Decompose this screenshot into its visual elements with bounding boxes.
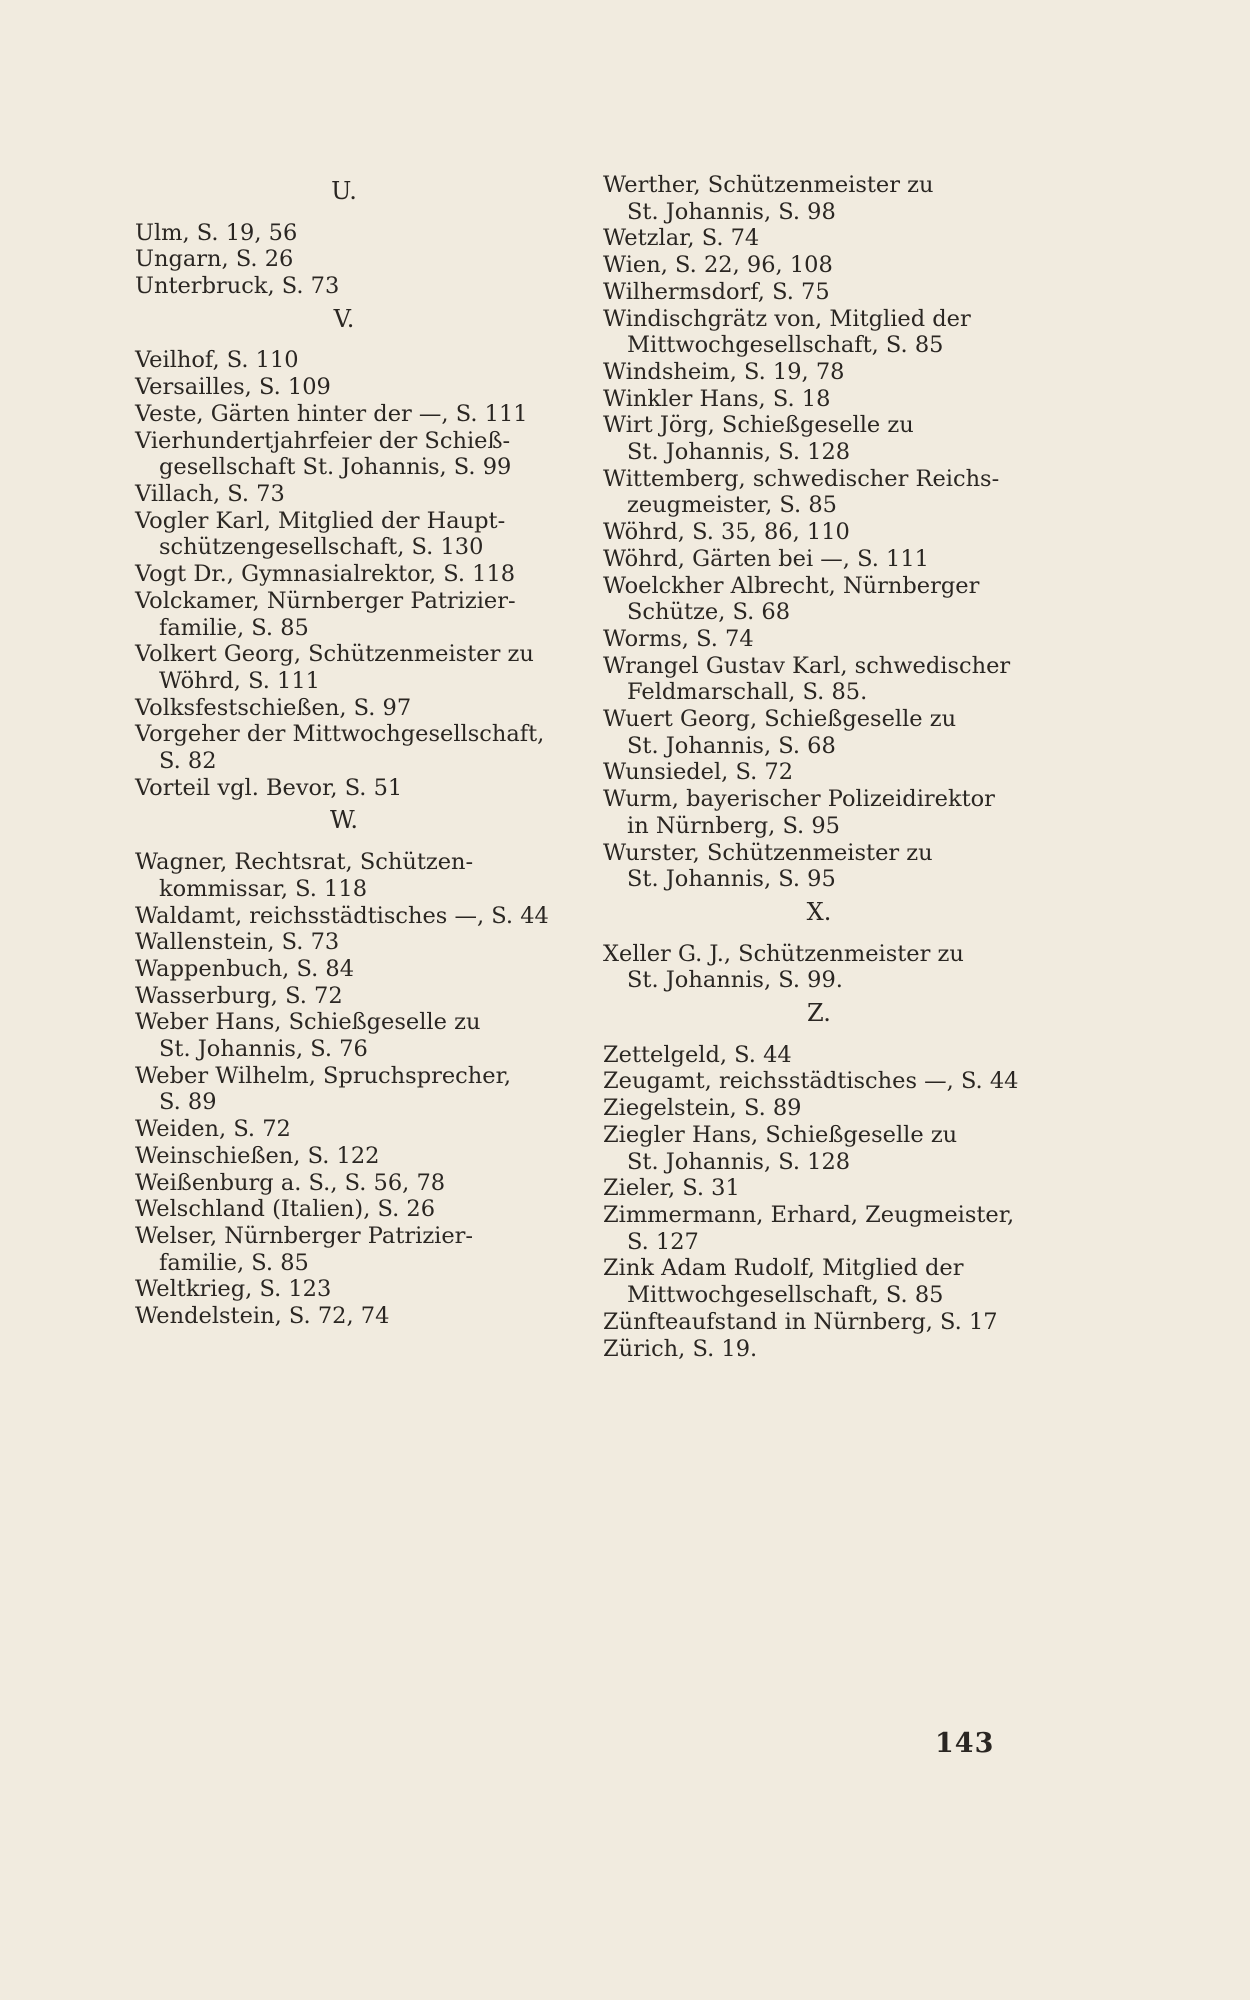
index-entry-continuation: zeugmeister, S. 85	[627, 492, 837, 519]
index-entry-text: Volkert Georg, Schützenmeister zu	[135, 641, 534, 668]
index-entry	[603, 252, 1035, 279]
index-entry	[135, 481, 553, 508]
index-entry-text: Zeugamt, reichsstädtisches —, S. 44	[603, 1068, 1019, 1095]
section-letter-heading: X.	[806, 897, 832, 926]
index-entry	[603, 706, 1035, 759]
index-entry-text: Wurm, bayerischer Polizeidirektor	[603, 786, 995, 813]
index-entry-continuation: kommissar, S. 118	[159, 875, 368, 902]
index-entry	[603, 546, 1035, 573]
index-entry-text: Vogt Dr., Gymnasialrektor, S. 118	[135, 561, 516, 588]
index-entry	[135, 1223, 553, 1276]
index-entry-text: Unterbruck, S. 73	[135, 273, 340, 300]
index-entry	[603, 1095, 1035, 1122]
index-entry	[135, 641, 553, 694]
index-entry-text: Werther, Schützenmeister zu	[603, 172, 934, 198]
index-entry	[135, 1009, 553, 1062]
index-entry	[135, 220, 553, 247]
index-entry-text: Welschland (Italien), S. 26	[135, 1196, 436, 1223]
index-entry-text: Wöhrd, S. 35, 86, 110	[603, 519, 850, 546]
index-entry-text: Weinschießen, S. 122	[135, 1142, 380, 1169]
index-column-right	[603, 172, 1035, 1362]
index-entry-text: Wetzlar, S. 74	[603, 225, 760, 252]
index-entry	[135, 1170, 553, 1197]
index-entry-text: Versailles, S. 109	[135, 374, 331, 401]
index-entry-continuation: St. Johannis, S. 128	[627, 1148, 851, 1175]
index-entry	[135, 428, 553, 481]
index-entry	[603, 1068, 1035, 1095]
index-entry-text: Zieler, S. 31	[603, 1175, 740, 1202]
index-entry-continuation: Mittwochgesellschaft, S. 85	[627, 332, 944, 359]
index-entry	[603, 573, 1035, 626]
index-entry-text: Wirt Jörg, Schießgeselle zu	[603, 412, 914, 439]
index-entry-text: Xeller G. J., Schützenmeister zu	[603, 940, 964, 967]
section-letter-heading: W.	[329, 806, 359, 835]
index-entry	[135, 508, 553, 561]
index-entry	[603, 840, 1035, 893]
index-entry	[135, 588, 553, 641]
index-entry-text: Weber Hans, Schießgeselle zu	[135, 1009, 481, 1036]
index-entry-text: Weltkrieg, S. 123	[135, 1276, 332, 1303]
index-entry-text: Wien, S. 22, 96, 108	[603, 252, 833, 279]
index-entry-text: Zimmermann, Erhard, Zeugmeister,	[603, 1201, 1015, 1228]
index-entry	[603, 306, 1035, 359]
index-entry	[603, 172, 1035, 225]
index-entry	[135, 983, 553, 1010]
index-entry	[603, 941, 1035, 994]
index-entry-continuation: St. Johannis, S. 95	[627, 866, 836, 893]
index-entry-text: Wunsiedel, S. 72	[603, 759, 794, 786]
index-entry	[135, 1196, 553, 1223]
index-entry-text: Zink Adam Rudolf, Mitglied der	[603, 1255, 964, 1282]
index-entry	[135, 849, 553, 902]
index-entry	[603, 466, 1035, 519]
index-entry	[135, 903, 553, 930]
index-entry-continuation: Wöhrd, S. 111	[159, 667, 320, 694]
index-entry-text: Wagner, Rechtsrat, Schützen-	[135, 849, 474, 876]
index-entry-text: Wasserburg, S. 72	[135, 982, 343, 1009]
index-entry-text: Vierhundertjahrfeier der Schieß-	[135, 427, 511, 454]
index-entry	[603, 225, 1035, 252]
index-entry-text: Wuert Georg, Schießgeselle zu	[603, 706, 957, 733]
index-entry-text: Ziegler Hans, Schießgeselle zu	[603, 1121, 958, 1148]
index-entry	[135, 721, 553, 774]
index-entry-continuation: St. Johannis, S. 76	[159, 1036, 368, 1063]
index-entry	[135, 561, 553, 588]
index-entry-text: Wrangel Gustav Karl, schwedischer	[603, 652, 1011, 679]
index-entry	[135, 929, 553, 956]
index-entry	[603, 1255, 1035, 1308]
index-entry-text: Veste, Gärten hinter der —, S. 111	[135, 400, 528, 427]
index-entry-text: Ungarn, S. 26	[135, 246, 294, 273]
index-entry	[603, 359, 1035, 386]
index-entry-text: Zettelgeld, S. 44	[603, 1041, 792, 1068]
page-number: 143	[935, 1728, 995, 1759]
index-entry-continuation: St. Johannis, S. 99.	[627, 967, 843, 994]
index-entry	[603, 386, 1035, 413]
index-entry-text: Wurster, Schützenmeister zu	[603, 839, 933, 866]
index-entry-continuation: gesellschaft St. Johannis, S. 99	[159, 454, 512, 481]
index-entry-text: Wallenstein, S. 73	[135, 929, 340, 956]
index-entry-text: Waldamt, reichsstädtisches —, S. 44	[135, 902, 549, 929]
index-entry-text: Vorgeher der Mittwochgesellschaft,	[135, 721, 545, 748]
index-entry-continuation: St. Johannis, S. 128	[627, 439, 851, 466]
index-entry	[603, 1122, 1035, 1175]
index-entry-text: Ziegelstein, S. 89	[603, 1095, 802, 1122]
index-column-left	[135, 172, 553, 1330]
section-letter-heading: Z.	[807, 999, 831, 1028]
index-entry-text: Windischgrätz von, Mitglied der	[603, 305, 971, 332]
index-entry-continuation: St. Johannis, S. 68	[627, 732, 836, 759]
index-entry-text: Weißenburg a. S., S. 56, 78	[135, 1169, 446, 1196]
index-entry	[135, 347, 553, 374]
index-entry-text: Wilhermsdorf, S. 75	[603, 278, 830, 305]
index-entry-continuation: in Nürnberg, S. 95	[627, 812, 840, 839]
index-entry-continuation: S. 127	[627, 1228, 699, 1255]
index-entry-continuation: schützengesellschaft, S. 130	[159, 534, 484, 561]
index-entry-continuation: familie, S. 85	[159, 1249, 309, 1276]
index-entry-continuation: familie, S. 85	[159, 614, 309, 641]
index-entry	[135, 1303, 553, 1330]
index-entry	[603, 626, 1035, 653]
index-entry	[135, 1116, 553, 1143]
index-entry-continuation: S. 89	[159, 1089, 217, 1116]
index-entry-text: Volksfestschießen, S. 97	[135, 694, 412, 721]
index-entry	[603, 1042, 1035, 1069]
index-entry	[603, 653, 1035, 706]
index-entry	[135, 956, 553, 983]
index-entry-text: Ulm, S. 19, 56	[135, 219, 298, 246]
section-letter-heading: V.	[333, 304, 355, 333]
index-entry-continuation: S. 82	[159, 748, 217, 775]
index-entry	[603, 1202, 1035, 1255]
index-entry	[135, 401, 553, 428]
index-entry-text: Wittemberg, schwedischer Reichs-	[603, 465, 1000, 492]
section-letter-heading: U.	[331, 177, 357, 205]
index-entry-continuation: Schütze, S. 68	[627, 599, 791, 626]
index-entry-text: Zürich, S. 19.	[603, 1335, 758, 1362]
index-entry	[135, 775, 553, 802]
index-entry-text: Woelckher Albrecht, Nürnberger	[603, 572, 980, 599]
index-entry-text: Windsheim, S. 19, 78	[603, 358, 845, 385]
index-entry	[135, 1143, 553, 1170]
index-entry-text: Wendelstein, S. 72, 74	[135, 1303, 390, 1330]
index-entry-text: Zünfteaufstand in Nürnberg, S. 17	[603, 1308, 998, 1335]
index-entry	[603, 519, 1035, 546]
index-entry-continuation: Feldmarschall, S. 85.	[627, 679, 868, 706]
index-entry-text: Worms, S. 74	[603, 625, 754, 652]
index-entry-text: Wöhrd, Gärten bei —, S. 111	[603, 545, 929, 572]
index-entry-text: Villach, S. 73	[135, 481, 285, 507]
index-entry	[603, 1309, 1035, 1336]
index-entry	[135, 273, 553, 300]
index-entry	[603, 1336, 1035, 1363]
index-entry-text: Welser, Nürnberger Patrizier-	[135, 1222, 474, 1249]
index-entry-text: Winkler Hans, S. 18	[603, 385, 831, 412]
index-entry-text: Weber Wilhelm, Spruchsprecher,	[135, 1062, 512, 1089]
index-entry-text: Wappenbuch, S. 84	[135, 955, 355, 982]
index-entry	[135, 246, 553, 273]
index-entry-text: Weiden, S. 72	[135, 1116, 291, 1143]
index-entry	[135, 1276, 553, 1303]
index-entry	[603, 786, 1035, 839]
index-entry-text: Veilhof, S. 110	[135, 347, 299, 374]
index-entry	[603, 412, 1035, 465]
index-entry	[135, 1063, 553, 1116]
index-entry	[135, 374, 553, 401]
index-entry-text: Vorteil vgl. Bevor, S. 51	[135, 774, 403, 801]
index-entry	[603, 279, 1035, 306]
index-entry	[135, 695, 553, 722]
index-entry-continuation: Mittwochgesellschaft, S. 85	[627, 1282, 944, 1309]
index-entry-text: Volckamer, Nürnberger Patrizier-	[135, 587, 516, 614]
index-entry-continuation: St. Johannis, S. 98	[627, 198, 836, 225]
index-entry-text: Vogler Karl, Mitglied der Haupt-	[135, 507, 506, 534]
index-entry	[603, 1175, 1035, 1202]
index-entry	[603, 759, 1035, 786]
